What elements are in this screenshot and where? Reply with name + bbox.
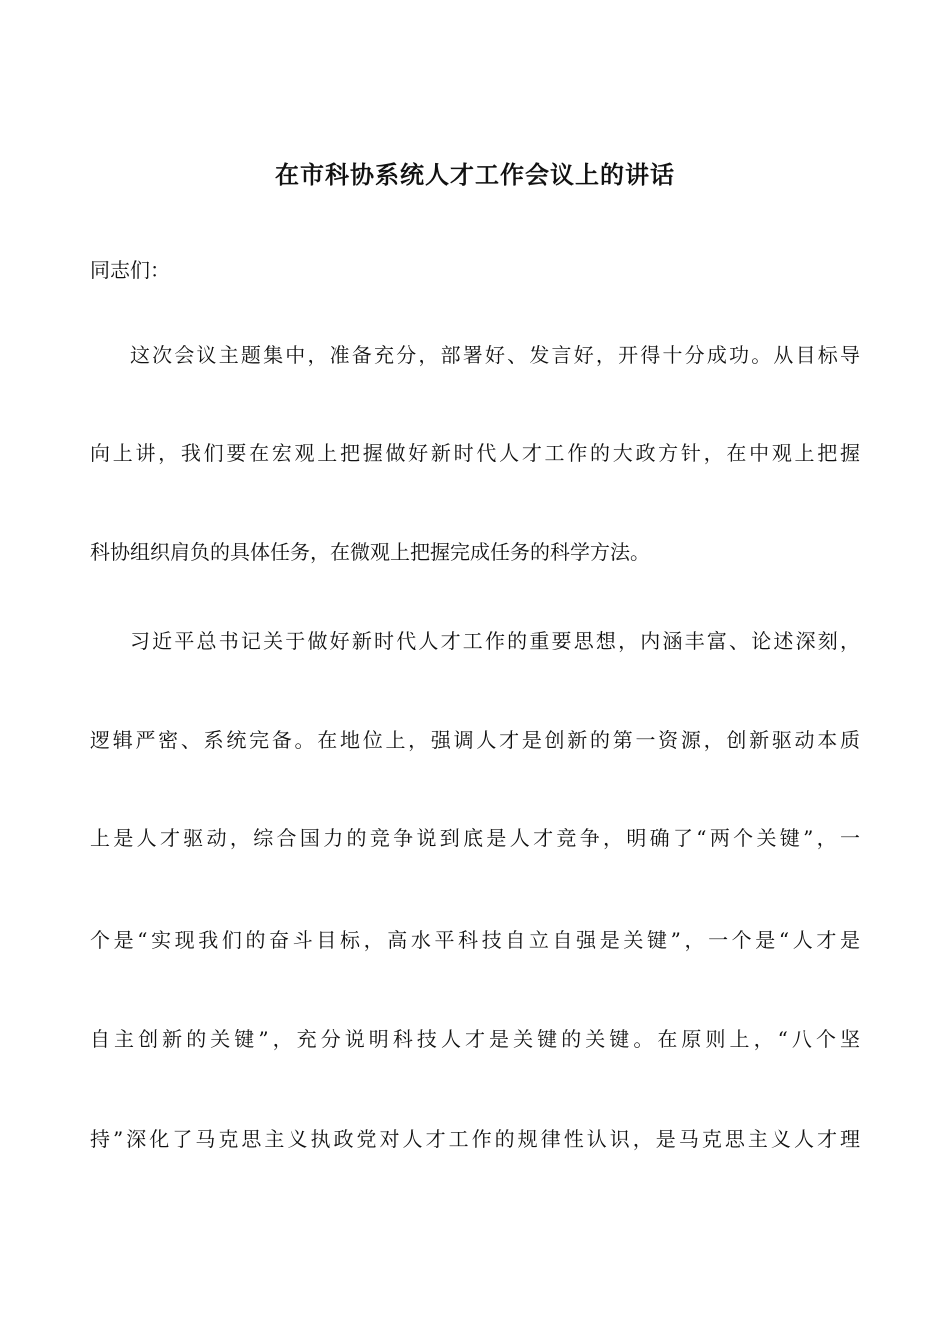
paragraph-2-line-4: 个是“实现我们的奋斗目标，高水平科技自立自强是关键”，一个是“人才是 <box>90 928 860 952</box>
salutation: 同志们： <box>90 258 170 282</box>
paragraph-2-line-5: 自主创新的关键”，充分说明科技人才是关键的关键。在原则上，“八个坚 <box>90 1027 860 1051</box>
paragraph-2-line-1: 习近平总书记关于做好新时代人才工作的重要思想，内涵丰富、论述深刻， <box>130 629 860 653</box>
document-title: 在市科协系统人才工作会议上的讲话 <box>275 160 675 189</box>
paragraph-2-line-6: 持”深化了马克思主义执政党对人才工作的规律性认识，是马克思主义人才理 <box>90 1127 860 1151</box>
paragraph-2-line-2: 逻辑严密、系统完备。在地位上，强调人才是创新的第一资源，创新驱动本质 <box>90 728 860 752</box>
paragraph-1-line-3: 科协组织肩负的具体任务，在微观上把握完成任务的科学方法。 <box>90 540 650 564</box>
paragraph-1-line-1: 这次会议主题集中，准备充分，部署好、发言好，开得十分成功。从目标导 <box>130 343 860 367</box>
paragraph-1-line-2: 向上讲，我们要在宏观上把握做好新时代人才工作的大政方针，在中观上把握 <box>90 441 860 465</box>
paragraph-2-line-3: 上是人才驱动，综合国力的竞争说到底是人才竞争，明确了“两个关键”，一 <box>90 826 860 850</box>
